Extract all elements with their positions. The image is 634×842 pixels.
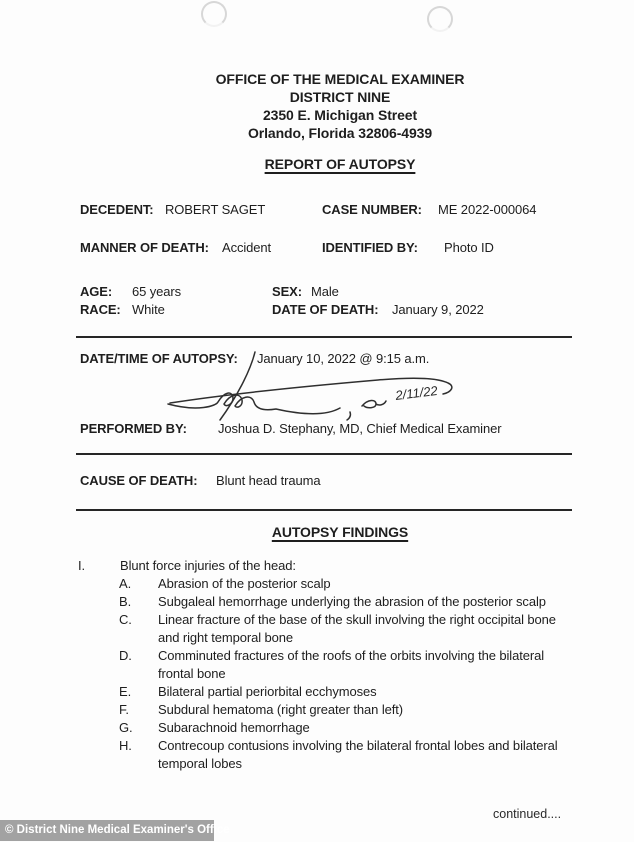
- case-number-value: ME 2022-000064: [438, 202, 537, 217]
- finding-line: [0, 684, 634, 702]
- finding-text: Contrecoup contusions involving the bilateral frontal lobes and bilateral: [158, 738, 558, 753]
- finding-letter: D.: [119, 648, 132, 663]
- letterhead: [80, 70, 600, 142]
- race-label: RACE:: [80, 302, 121, 317]
- watermark-bar: © District Nine Medical Examiner's Office: [0, 820, 214, 841]
- date-of-death-value: January 9, 2022: [392, 302, 484, 317]
- age-sex-row: [0, 284, 634, 302]
- finding-text: Bilateral partial periorbital ecchymoses: [158, 684, 377, 699]
- finding-letter: C.: [119, 612, 132, 627]
- finding-text: frontal bone: [158, 666, 226, 681]
- finding-text: Subdural hematoma (right greater than left): [158, 702, 403, 717]
- autopsy-datetime-label: DATE/TIME OF AUTOPSY:: [80, 351, 238, 366]
- performed-by-label: PERFORMED BY:: [80, 421, 187, 436]
- decedent-row: [0, 202, 634, 220]
- report-title-text: REPORT OF AUTOPSY: [264, 156, 416, 172]
- age-value: 65 years: [132, 284, 182, 299]
- section-divider: [76, 336, 572, 338]
- report-title: [80, 156, 600, 172]
- finding-line-continuation: [0, 630, 634, 648]
- signature-date: 2/11/22: [394, 382, 439, 403]
- finding-line: [0, 612, 634, 630]
- age-label: AGE:: [80, 284, 113, 299]
- manner-of-death-value: Accident: [222, 240, 272, 255]
- date-of-death-label: DATE OF DEATH:: [272, 302, 379, 317]
- letterhead-district: DISTRICT NINE: [289, 89, 391, 105]
- finding-line-continuation: [0, 666, 634, 684]
- autopsy-datetime-value: January 10, 2022 @ 9:15 a.m.: [257, 351, 430, 366]
- finding-text: temporal lobes: [158, 756, 242, 771]
- finding-letter: E.: [119, 684, 132, 699]
- identified-by-label: IDENTIFIED BY:: [322, 240, 418, 255]
- decedent-label: DECEDENT:: [80, 202, 154, 217]
- finding-line: [0, 738, 634, 756]
- finding-text: Subgaleal hemorrhage underlying the abrasion of the posterior scalp: [158, 594, 546, 609]
- decedent-value: ROBERT SAGET: [165, 202, 266, 217]
- signature-loops-stroke: [168, 393, 340, 414]
- manner-row: [0, 240, 634, 258]
- race-value: White: [132, 302, 165, 317]
- performed-by-value: Joshua D. Stephany, MD, Chief Medical Examiner: [218, 421, 502, 436]
- finding-line: [0, 702, 634, 720]
- finding-text: Abrasion of the posterior scalp: [158, 576, 331, 591]
- cause-of-death-label: CAUSE OF DEATH:: [80, 473, 198, 488]
- letterhead-office: OFFICE OF THE MEDICAL EXAMINER: [215, 71, 465, 87]
- sex-label: SEX:: [272, 284, 302, 299]
- finding-letter: G.: [119, 720, 133, 735]
- finding-line: [0, 720, 634, 738]
- cause-of-death-value: Blunt head trauma: [216, 473, 321, 488]
- signature-flourish-stroke: [362, 400, 386, 407]
- autopsy-datetime-row: [0, 351, 634, 369]
- finding-letter: H.: [119, 738, 132, 753]
- signature-swoosh-stroke: [170, 378, 452, 403]
- finding-line: [0, 648, 634, 666]
- cause-of-death-row: [0, 473, 634, 491]
- continued-marker: continued....: [493, 807, 562, 821]
- punch-hole-icon: [427, 6, 453, 32]
- finding-text: Comminuted fractures of the roofs of the orbits involving the bilateral: [158, 648, 544, 663]
- punch-hole-icon: [201, 1, 227, 27]
- sex-value: Male: [311, 284, 339, 299]
- letterhead-street: 2350 E. Michigan Street: [262, 107, 418, 123]
- performed-by-row: [0, 421, 634, 439]
- finding-line-continuation: [0, 756, 634, 774]
- letterhead-city: Orlando, Florida 32806-4939: [247, 125, 433, 141]
- findings-heading-text: AUTOPSY FINDINGS: [271, 524, 409, 540]
- section-divider: [76, 509, 572, 511]
- finding-section-title: Blunt force injuries of the head:: [120, 558, 296, 573]
- finding-numeral: I.: [78, 558, 86, 573]
- section-divider: [76, 453, 572, 455]
- case-number-label: CASE NUMBER:: [322, 202, 422, 217]
- finding-section-row: [0, 558, 634, 576]
- finding-text: and right temporal bone: [158, 630, 294, 645]
- finding-letter: B.: [119, 594, 132, 609]
- identified-by-value: Photo ID: [444, 240, 494, 255]
- finding-text: Linear fracture of the base of the skull involving the right occipital bone: [158, 612, 556, 627]
- findings-heading: [80, 524, 600, 540]
- race-dod-row: [0, 302, 634, 320]
- finding-line: [0, 576, 634, 594]
- signature-comma-stroke: [347, 412, 350, 420]
- finding-letter: F.: [119, 702, 129, 717]
- finding-letter: A.: [119, 576, 132, 591]
- finding-line: [0, 594, 634, 612]
- finding-text: Subarachnoid hemorrhage: [158, 720, 310, 735]
- manner-of-death-label: MANNER OF DEATH:: [80, 240, 209, 255]
